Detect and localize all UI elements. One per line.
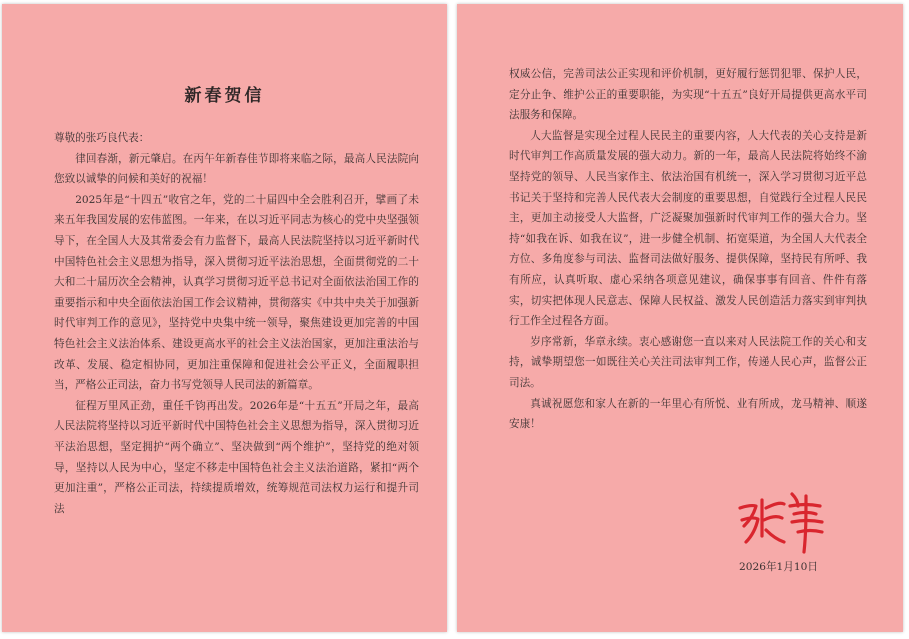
- paragraph: 征程万里风正劲，重任千钧再出发。2026年是“十五五”开局之年，最高人民法院将坚持以习近平新时代中国特色社会主义思想为指导，深入贯彻习近平法治思想，坚定拥护“两个确立”、坚决做到“两个维护”，坚持党的绝对领导，坚持以人民为中心，坚定不移走中国特色社会主义法治道路，紧扣“两个更加注重”，严格公正司法，持续提质增效，统筹规范司法权力运行和提升司法: [54, 399, 419, 515]
- paragraph: 律回春渐，新元肇启。在丙午年新春佳节即将来临之际，最高人民法院向您致以诚挚的问候和美好的祝福！: [54, 152, 419, 186]
- handwritten-signature: [732, 486, 832, 556]
- letter-body-left: [54, 128, 419, 519]
- letter-title: 新春贺信: [184, 86, 265, 106]
- paragraph: 2025年是“十四五”收官之年，党的二十届四中全会胜利召开，擘画了未来五年我国发展的宏伟蓝图。一年来，在以习近平同志为核心的党中央坚强领导下，在全国人大及其常委会有力监督下，最高人民法院坚持以习近平新时代中国特色社会主义思想为指导，深入贯彻习近平法治思想，全面贯彻党的二十大和二十届历次全会精神，认真学习贯彻习近平总书记对全面依法治国工作的重要指示和中央全面依法治国工作会议精神，贯彻落实《中共中央关于加强新时代审判工作的意见》，坚持党中央集中统一领导，聚焦建设更加完善的中国特色社会主义法治体系、建设更高水平的社会主义法治国家，更加注重法治与改革、发展、稳定相协同，更加注重保障和促进社会公平正义，全面履职担当，严格公正司法，奋力书写党领导人民司法的新篇章。: [54, 193, 419, 392]
- letter-date: 2026年1月10日: [739, 561, 818, 573]
- paragraph: 真诚祝愿您和家人在新的一年里心有所悦、业有所成，龙马精神、顺遂安康！: [509, 397, 867, 431]
- letter-body-right: [509, 64, 867, 435]
- paragraph: 人大监督是实现全过程人民民主的重要内容，人大代表的关心支持是新时代审判工作高质量发展的强大动力。新的一年，最高人民法院将始终不渝坚持党的领导、人民当家作主、依法治国有机统一，深入学习贯彻习近平总书记关于坚持和完善人民代表大会制度的重要思想，自觉践行全过程人民民主，更加主动接受人大监督，广泛凝聚加强新时代审判工作的强大合力。坚持“如我在诉、如我在议”，进一步健全机制、拓宽渠道，为全国人大代表全方位、多角度参与司法、监督司法做好服务、提供保障，坚持民有所呼、我有所应，认真听取、虚心采纳各项意见建议，确保事事有回音、件件有落实，切实把体现人民意志、保障人民权益、激发人民创造活力落实到审判执行工作全过程各方面。: [509, 129, 867, 328]
- letter-page-left: [2, 4, 447, 632]
- paragraph: 岁序常新，华章永续。衷心感谢您一直以来对人民法院工作的关心和支持，诚挚期望您一如既往关心关注司法审判工作，传递人民心声，监督公正司法。: [509, 335, 867, 389]
- salutation: 尊敬的张巧良代表：: [54, 132, 150, 144]
- paragraph-continued: 权威公信，完善司法公正实现和评价机制，更好履行惩罚犯罪、保护人民，定分止争、维护公正的重要职能，为实现“十五五”良好开局提供更高水平司法服务和保障。: [509, 68, 867, 122]
- letter-page-right: [457, 4, 903, 632]
